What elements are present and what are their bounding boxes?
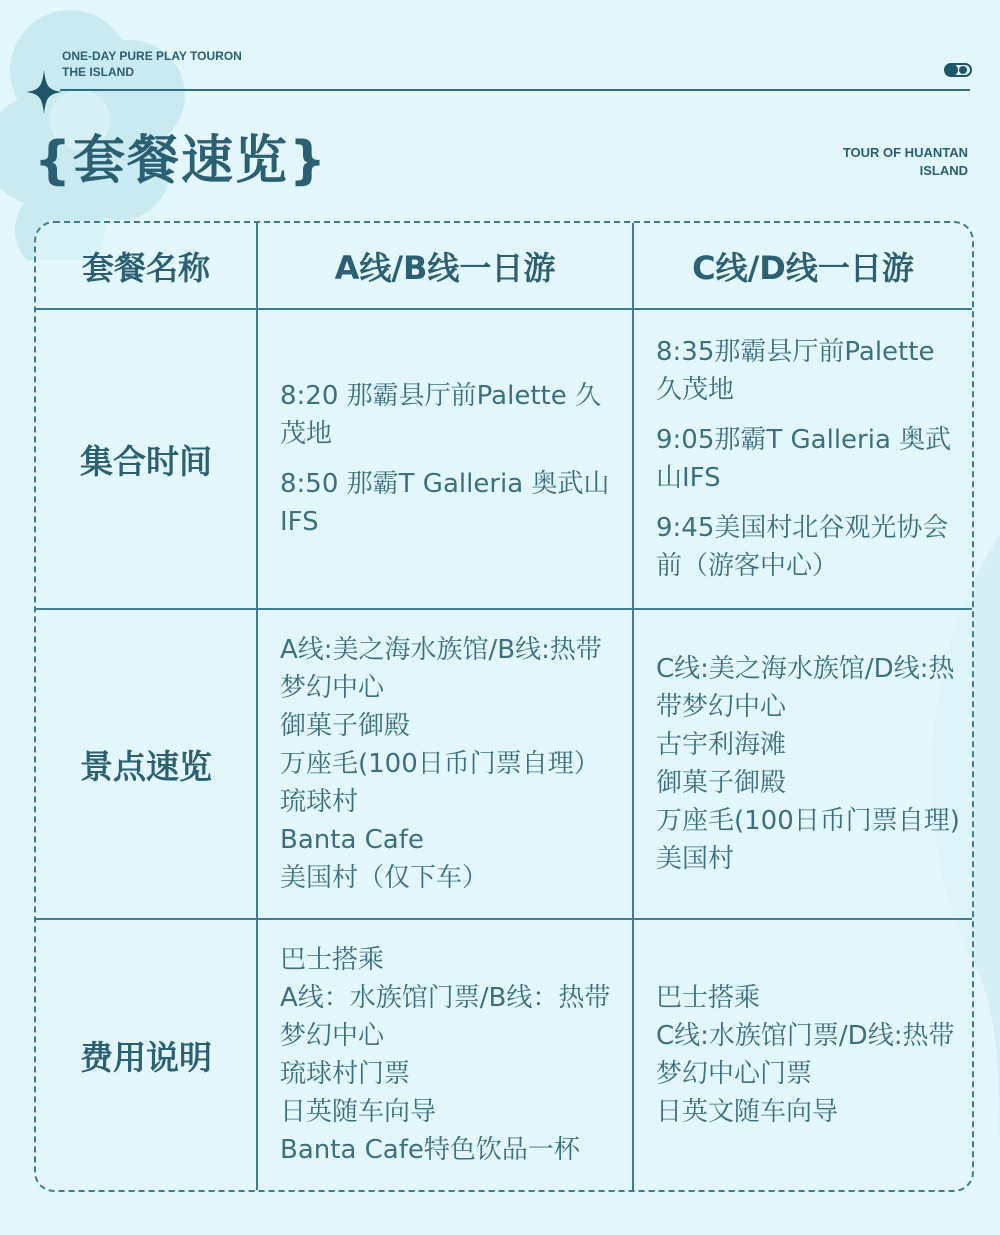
attraction-item: 古宇利海滩 xyxy=(656,730,787,760)
attractions-ab xyxy=(258,610,634,920)
fees-cd xyxy=(634,920,972,1190)
fee-item: 日英文随车向导 xyxy=(656,1097,839,1127)
header-divider xyxy=(60,89,970,91)
row-label-fees: 费用说明 xyxy=(36,920,258,1190)
fee-item: 琉球村门票 xyxy=(280,1059,411,1089)
attraction-item: 万座毛(100日币门票自理） xyxy=(280,749,600,779)
header-ab-line: A线/B线一日游 xyxy=(258,223,634,310)
header-cd-line: C线/D线一日游 xyxy=(634,223,972,310)
row-label-attractions: 景点速览 xyxy=(36,610,258,920)
attraction-item: 御菓子御殿 xyxy=(656,768,787,798)
meeting-point: 9:05那霸T Galleria 奥武山IFS xyxy=(656,425,952,493)
fee-item: C线:水族馆门票/D线:热带梦幻中心门票 xyxy=(656,1021,955,1089)
attraction-item: 琉球村 xyxy=(280,787,359,817)
fee-item: A线：水族馆门票/B线：热带梦幻中心 xyxy=(280,983,611,1051)
fee-item: 巴士搭乘 xyxy=(656,983,761,1013)
attraction-item: C线:美之海水族馆/D线:热带梦幻中心 xyxy=(656,654,955,722)
tagline-line1: ONE-DAY PURE PLAY TOURON xyxy=(62,49,242,63)
meeting-point: 8:20 那霸县厅前Palette 久茂地 xyxy=(280,381,601,449)
attraction-item: 美国村 xyxy=(656,844,735,874)
fee-item: Banta Cafe特色饮品一杯 xyxy=(280,1135,580,1165)
subtitle-right xyxy=(843,144,968,180)
page-title: {套餐速览} xyxy=(34,131,329,191)
tagline xyxy=(62,48,242,80)
fee-item: 日英随车向导 xyxy=(280,1097,437,1127)
attraction-item: Banta Cafe xyxy=(280,825,424,855)
meeting-time-cd xyxy=(634,310,972,610)
meeting-time-ab xyxy=(258,310,634,610)
sparkle-icon xyxy=(26,70,62,114)
meeting-point: 8:50 那霸T Galleria 奥武山IFS xyxy=(280,469,610,537)
fee-item: 巴士搭乘 xyxy=(280,945,385,975)
attraction-item: 万座毛(100日币门票自理) xyxy=(656,806,960,836)
package-table xyxy=(34,221,974,1192)
attraction-item: A线:美之海水族馆/B线:热带梦幻中心 xyxy=(280,635,602,703)
meeting-point: 9:45美国村北谷观光协会前（游客中心） xyxy=(656,513,949,581)
attraction-item: 御菓子御殿 xyxy=(280,711,411,741)
attraction-item: 美国村（仅下车） xyxy=(280,863,489,893)
row-label-meeting-time: 集合时间 xyxy=(36,310,258,610)
subtitle-right-line1: TOUR OF HUANTAN xyxy=(842,145,968,160)
toggle-icon xyxy=(944,62,972,78)
meeting-point: 8:35那霸县厅前Palette 久茂地 xyxy=(656,337,935,405)
fees-ab xyxy=(258,920,634,1190)
header-package-name: 套餐名称 xyxy=(36,223,258,310)
subtitle-right-line2: ISLAND xyxy=(919,163,968,178)
tagline-line2: THE ISLAND xyxy=(62,65,134,79)
attractions-cd xyxy=(634,610,972,920)
